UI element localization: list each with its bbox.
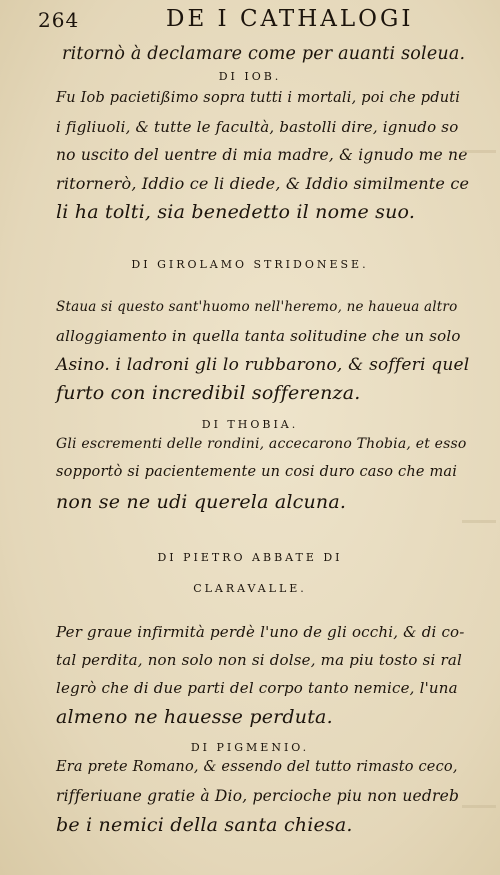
text-line: i figliuoli, & tutte le facultà, bastolli dire, ignudo so — [56, 118, 459, 136]
show-through-mark — [462, 805, 496, 808]
text-line: Staua si questo sant'huomo nell'heremo, ne haueua altro — [56, 299, 458, 315]
running-head: DE I CATHALOGI — [166, 6, 414, 32]
page-number: 264 — [38, 8, 80, 32]
show-through-mark — [462, 150, 496, 153]
text-line: Gli escrementi delle rondini, accecarono Thobia, et esso — [56, 436, 467, 452]
section-heading-pietro: DI PIETRO ABBATE DI — [157, 551, 343, 564]
text-line: legrò che di due parti del corpo tanto nemice, l'una — [56, 679, 458, 697]
section-heading-pigmenio: DI PIGMENIO. — [190, 741, 310, 754]
text-line: li ha tolti, sia benedetto il nome suo. — [56, 201, 416, 223]
text-line: rifferiuane gratie à Dio, percioche piu non uedreb — [56, 787, 460, 805]
section-heading-thobia: DI THOBIA. — [201, 418, 299, 431]
section-heading-iob: DI IOB. — [218, 70, 282, 83]
section-heading-claravalle: CLARAVALLE. — [193, 582, 307, 595]
show-through-mark — [462, 520, 496, 523]
text-line: non se ne udi querela alcuna. — [56, 491, 347, 513]
text-line: almeno ne hauesse perduta. — [56, 706, 333, 728]
text-line: alloggiamento in quella tanta solitudine che un solo — [56, 327, 461, 345]
text-line: tal perdita, non solo non si dolse, ma piu tosto si ral — [56, 651, 462, 669]
section-heading-girolamo: DI GIROLAMO STRIDONESE. — [131, 258, 369, 271]
page-header — [38, 4, 460, 38]
text-line: Fu Iob pacietißimo sopra tutti i mortali, poi che pduti — [56, 90, 461, 106]
text-line: furto con incredibil sofferenza. — [56, 382, 361, 404]
continuation-line: ritornò à declamare come per auanti soleua. — [62, 44, 466, 64]
text-line: be i nemici della santa chiesa. — [56, 814, 353, 836]
text-line: Per graue infirmità perdè l'uno de gli occhi, & di co- — [56, 623, 465, 641]
text-line: Asino. i ladroni gli lo rubbarono, & sofferi quel — [56, 355, 470, 375]
text-line: Era prete Romano, & essendo del tutto rimasto ceco, — [56, 759, 458, 775]
text-line: sopportò si pacientemente un cosi duro caso che mai — [56, 464, 458, 480]
text-line: ritornerò, Iddio ce li diede, & Iddio similmente ce — [56, 174, 470, 193]
text-line: no uscito del uentre di mia madre, & ignudo me ne — [56, 146, 468, 164]
